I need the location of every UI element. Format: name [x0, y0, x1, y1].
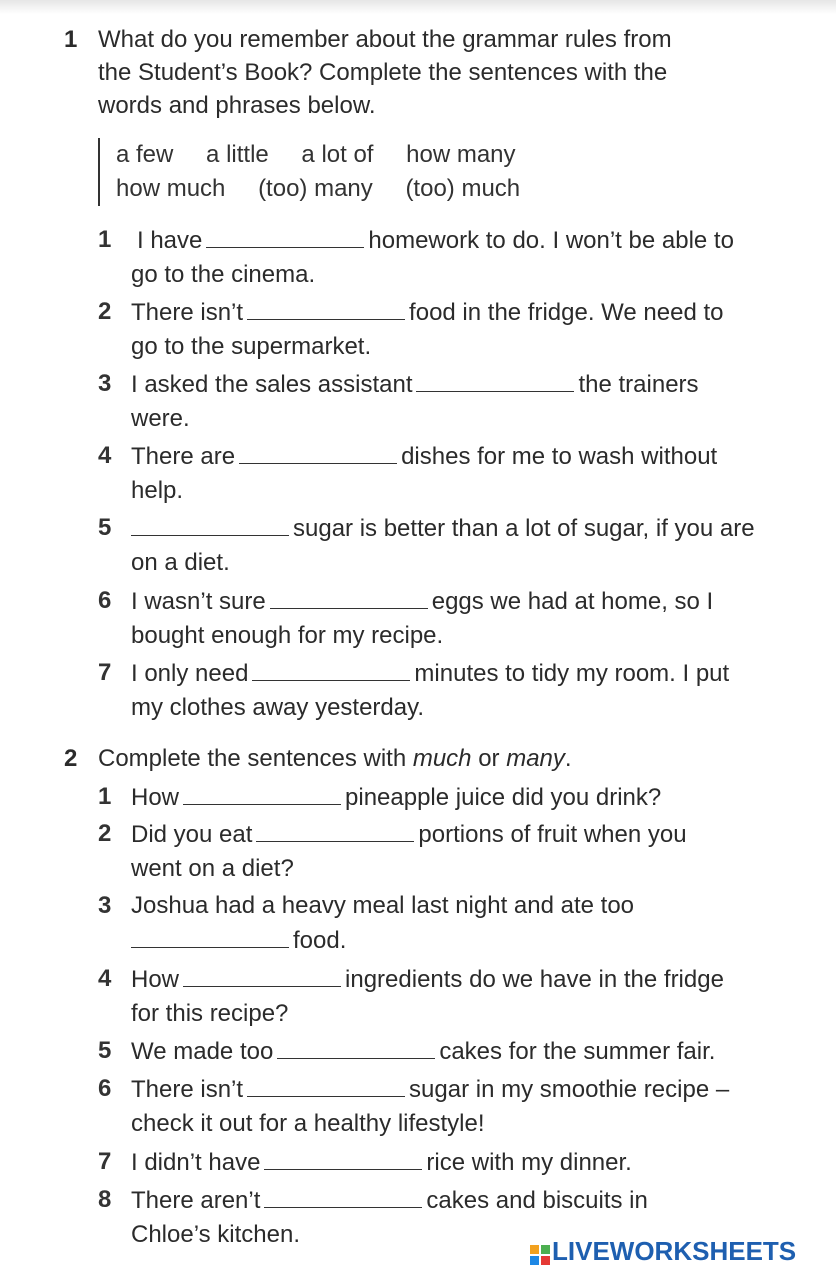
answer-blank[interactable]: [416, 367, 574, 392]
sentence-text: pineapple juice did you drink?: [345, 784, 662, 811]
sentence-text: I wasn’t sure: [131, 588, 266, 615]
item-number: 3: [98, 892, 112, 919]
word-box: [98, 138, 700, 206]
item-number: 6: [98, 1075, 112, 1102]
sentence-text: There isn’t: [131, 299, 244, 326]
sentence-text: sugar in my smoothie recipe –: [409, 1076, 730, 1103]
sentence-text: I only need: [131, 660, 249, 687]
instruction-keyword: much: [412, 745, 472, 772]
liveworksheets-logo[interactable]: [530, 1237, 796, 1265]
sentence-text: I have: [137, 227, 203, 254]
sentence-text: minutes to tidy my room. I put: [414, 660, 730, 687]
instruction-line: words and phrases below.: [98, 92, 376, 119]
item-number: 7: [98, 659, 112, 686]
sentence-text: food in the fridge. We need to: [409, 299, 724, 326]
sentence-text: There aren’t: [131, 1187, 261, 1214]
item-number: 6: [98, 587, 112, 614]
sentence-text: There are: [131, 443, 236, 470]
item-number: 2: [98, 298, 112, 325]
sentence-text: I asked the sales assistant: [131, 371, 413, 398]
sentence-text: go to the supermarket.: [131, 333, 372, 360]
sentence-text: cakes and biscuits in: [426, 1187, 648, 1214]
answer-blank[interactable]: [131, 923, 289, 948]
word-option: how much: [116, 175, 226, 202]
sentence-text: food.: [293, 927, 347, 954]
sentence-text: portions of fruit when you: [418, 821, 687, 848]
item-number: 4: [98, 965, 112, 992]
sentence-text: How: [131, 966, 180, 993]
sentence-text: on a diet.: [131, 549, 230, 576]
item-number: 2: [98, 820, 112, 847]
logo-text: LIVEWORKSHEETS: [552, 1235, 797, 1266]
sentence-text: Did you eat: [131, 821, 253, 848]
answer-blank[interactable]: [239, 439, 397, 464]
answer-blank[interactable]: [247, 295, 405, 320]
sentence-text: Chloe’s kitchen.: [131, 1221, 300, 1248]
instruction-line: What do you remember about the grammar rules from: [98, 26, 672, 53]
word-option: a little: [206, 141, 269, 168]
answer-blank[interactable]: [183, 780, 341, 805]
sentence-text: rice with my dinner.: [426, 1149, 632, 1176]
item-number: 1: [98, 226, 112, 253]
item-number: 8: [98, 1186, 112, 1213]
sentence-text: cakes for the summer fair.: [439, 1038, 716, 1065]
word-option: (too) much: [405, 175, 521, 202]
instruction-text: .: [564, 745, 572, 772]
sentence-text: the trainers: [578, 371, 699, 398]
word-option: how many: [406, 141, 516, 168]
exercise-2-instruction: [98, 742, 788, 775]
sentence-text: eggs we had at home, so I: [431, 588, 714, 615]
answer-blank[interactable]: [256, 817, 414, 842]
sentence-text: Joshua had a heavy meal last night and ate too: [131, 892, 635, 919]
liveworksheets-logo-icon: [530, 1241, 550, 1261]
sentence-text: my clothes away yesterday.: [131, 694, 425, 721]
word-option: a lot of: [301, 141, 374, 168]
instruction-text: or: [471, 745, 507, 772]
item-number: 7: [98, 1148, 112, 1175]
sentence-text: homework to do. I won’t be able to: [368, 227, 734, 254]
sentence-text: sugar is better than a lot of sugar, if you are: [293, 515, 755, 542]
item-number: 5: [98, 1037, 112, 1064]
exercise-2-number: 2: [64, 745, 78, 772]
word-box-row-2: [116, 172, 546, 206]
sentence-text: How: [131, 784, 180, 811]
answer-blank[interactable]: [131, 511, 289, 536]
word-box-row-1: [116, 138, 542, 172]
item-number: 5: [98, 514, 112, 541]
sentence-text: We made too: [131, 1038, 274, 1065]
instruction-keyword: many: [506, 745, 565, 772]
sentence-text: bought enough for my recipe.: [131, 622, 444, 649]
answer-blank[interactable]: [247, 1072, 405, 1097]
answer-blank[interactable]: [183, 962, 341, 987]
sentence-text: go to the cinema.: [131, 261, 316, 288]
answer-blank[interactable]: [252, 656, 410, 681]
instruction-text: Complete the sentences with: [98, 745, 413, 772]
sentence-text: dishes for me to wash without: [401, 443, 718, 470]
sentence-text: were.: [131, 405, 190, 432]
sentence-text: went on a diet?: [131, 855, 294, 882]
instruction-line: the Student’s Book? Complete the sentences with the: [98, 59, 668, 86]
item-number: 4: [98, 442, 112, 469]
scan-edge: [0, 0, 836, 14]
sentence-text: for this recipe?: [131, 1000, 289, 1027]
sentence-text: ingredients do we have in the fridge: [345, 966, 724, 993]
answer-blank[interactable]: [264, 1145, 422, 1170]
answer-blank[interactable]: [277, 1034, 435, 1059]
item-number: 1: [98, 783, 112, 810]
exercise-1-instruction: [98, 23, 788, 122]
word-option: (too) many: [258, 175, 373, 202]
exercise-1-number: 1: [64, 26, 78, 53]
sentence-text: help.: [131, 477, 184, 504]
sentence-text: check it out for a healthy lifestyle!: [131, 1110, 485, 1137]
answer-blank[interactable]: [206, 223, 364, 248]
answer-blank[interactable]: [270, 584, 428, 609]
word-option: a few: [116, 141, 174, 168]
item-number: 3: [98, 370, 112, 397]
sentence-text: I didn’t have: [131, 1149, 261, 1176]
answer-blank[interactable]: [264, 1183, 422, 1208]
sentence-text: There isn’t: [131, 1076, 244, 1103]
